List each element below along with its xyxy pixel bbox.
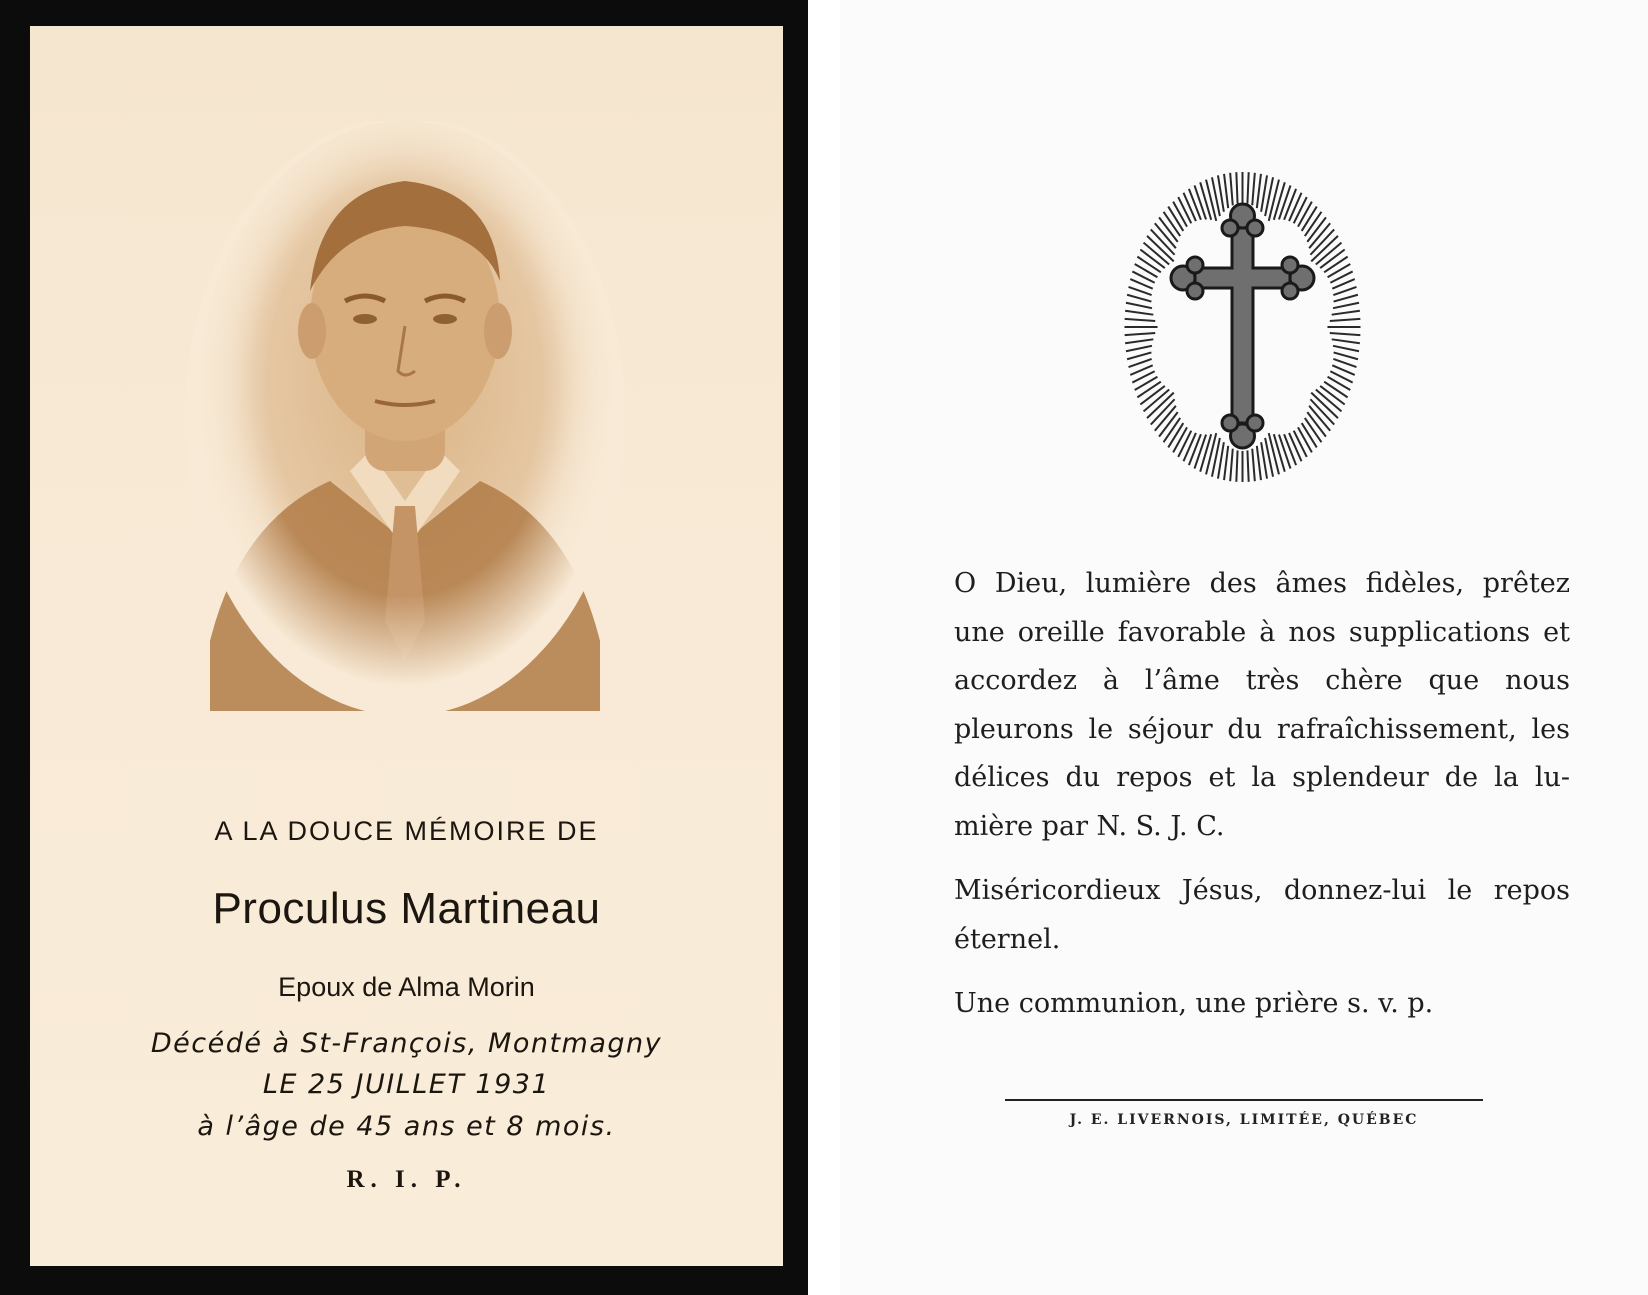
ray-line xyxy=(1173,427,1187,452)
ray-line xyxy=(1305,212,1322,236)
ray-line xyxy=(1274,182,1285,220)
ray-line xyxy=(1137,382,1160,398)
ray-line xyxy=(1269,433,1279,474)
ray-line xyxy=(1206,180,1216,221)
ray-line xyxy=(1324,382,1347,398)
ray-line xyxy=(1195,185,1207,219)
ray-line xyxy=(1137,257,1160,273)
death-place: Décédé à St-François, Montmagny xyxy=(150,1028,663,1059)
mercy-paragraph xyxy=(920,867,1570,964)
ray-line xyxy=(1126,346,1152,351)
ray-line xyxy=(1125,319,1156,321)
ray-line xyxy=(1164,418,1181,442)
ray-line xyxy=(1274,434,1285,472)
ray-line xyxy=(1168,423,1183,447)
ray-line xyxy=(1257,174,1261,208)
ray-line xyxy=(1125,311,1153,315)
ray-line xyxy=(1178,197,1191,223)
ray-line xyxy=(1330,319,1361,321)
dedication-heading: A LA DOUCE MÉMOIRE DE xyxy=(214,816,599,846)
ray-line xyxy=(1236,450,1237,481)
ray-line xyxy=(1178,431,1191,457)
ray-line xyxy=(1247,450,1248,481)
prayer-line: O Dieu, lumière des âmes fidèles, prêtez xyxy=(954,568,1570,599)
ray-line xyxy=(1298,202,1312,227)
ray-line xyxy=(1200,182,1211,220)
ray-line xyxy=(1257,446,1261,480)
ray-line xyxy=(1184,433,1196,461)
ray-line xyxy=(1333,346,1359,351)
ray-line xyxy=(1189,434,1201,465)
ray-line xyxy=(1247,172,1248,203)
ray-line xyxy=(1200,434,1211,472)
ray-line xyxy=(1289,433,1301,461)
death-date: LE 25 JUILLET 1931 xyxy=(262,1069,551,1100)
request-paragraph xyxy=(920,980,1570,1029)
prayer-text xyxy=(920,560,1570,1045)
ray-line xyxy=(1294,197,1307,223)
prayer-line: délices du repos et la splendeur de la lu- xyxy=(954,762,1570,793)
ray-line xyxy=(1224,174,1228,208)
ray-line xyxy=(1334,295,1358,302)
request-line: Une communion, une prière s. v. p. xyxy=(954,988,1434,1019)
prayer-line: mière par N. S. J. C. xyxy=(954,810,1225,842)
portrait-photo xyxy=(180,121,630,711)
ray-line xyxy=(1333,303,1359,308)
ray-line xyxy=(1127,295,1151,302)
ray-line xyxy=(1289,193,1301,221)
prayer-line: pleurons le séjour du rafraîchissement, les xyxy=(954,713,1570,745)
ray-line xyxy=(1224,446,1228,480)
ray-line xyxy=(1230,449,1233,481)
ray-line xyxy=(1324,257,1347,273)
ray-line xyxy=(1184,193,1196,221)
ray-line xyxy=(1298,427,1312,452)
ray-line xyxy=(1252,449,1255,481)
prayer-line: éternel. xyxy=(954,923,1061,955)
ray-line xyxy=(1206,433,1216,474)
ray-line xyxy=(1332,311,1360,315)
ray-line xyxy=(1284,189,1296,220)
ray-line xyxy=(1125,339,1153,343)
memorial-card-back xyxy=(840,0,1648,1295)
ray-line xyxy=(1305,418,1322,442)
rip-inscription: R. I. P. xyxy=(346,1166,467,1193)
ray-line xyxy=(1173,202,1187,227)
ray-line xyxy=(1333,359,1356,367)
ray-line xyxy=(1279,185,1291,219)
ray-line xyxy=(1129,359,1152,367)
ray-line xyxy=(1125,333,1156,335)
deceased-name: Proculus Martineau xyxy=(212,884,601,933)
ray-line xyxy=(1127,352,1151,359)
radiant-cross-icon xyxy=(1120,168,1365,486)
ray-line xyxy=(1189,189,1201,220)
prayer-line: accordez à l’âme très chère que nous xyxy=(954,665,1570,696)
ray-line xyxy=(1332,339,1360,343)
ray-line xyxy=(1302,207,1317,231)
age-at-death: à l’âge de 45 ans et 8 mois. xyxy=(197,1111,616,1142)
ray-line xyxy=(1236,172,1237,203)
ray-line xyxy=(1269,180,1279,221)
ray-line xyxy=(1284,434,1296,465)
card-front-paper xyxy=(30,26,783,1266)
ray-line xyxy=(1302,423,1317,447)
ray-line xyxy=(1330,333,1361,335)
ray-line xyxy=(1164,212,1181,236)
ray-line xyxy=(1334,352,1358,359)
ray-line xyxy=(1129,287,1152,295)
memorial-card-front xyxy=(0,0,808,1295)
prayer-paragraph xyxy=(920,560,1570,851)
ray-line xyxy=(1168,207,1183,231)
ray-line xyxy=(1126,303,1152,308)
ray-line xyxy=(1333,287,1356,295)
ray-line xyxy=(1195,435,1207,469)
ray-line xyxy=(1294,431,1307,457)
prayer-line: une oreille favorable à nos supplications et xyxy=(954,616,1570,648)
printer-credit: J. E. LIVERNOIS, LIMITÉE, QUÉBEC xyxy=(1069,1112,1419,1128)
ray-line xyxy=(1279,435,1291,469)
printer-divider xyxy=(1005,1099,1483,1101)
ray-line xyxy=(1230,173,1233,205)
ray-line xyxy=(1252,173,1255,205)
prayer-line: Miséricordieux Jésus, donnez-lui le repos xyxy=(954,875,1570,906)
spouse-line: Epoux de Alma Morin xyxy=(278,972,535,1002)
